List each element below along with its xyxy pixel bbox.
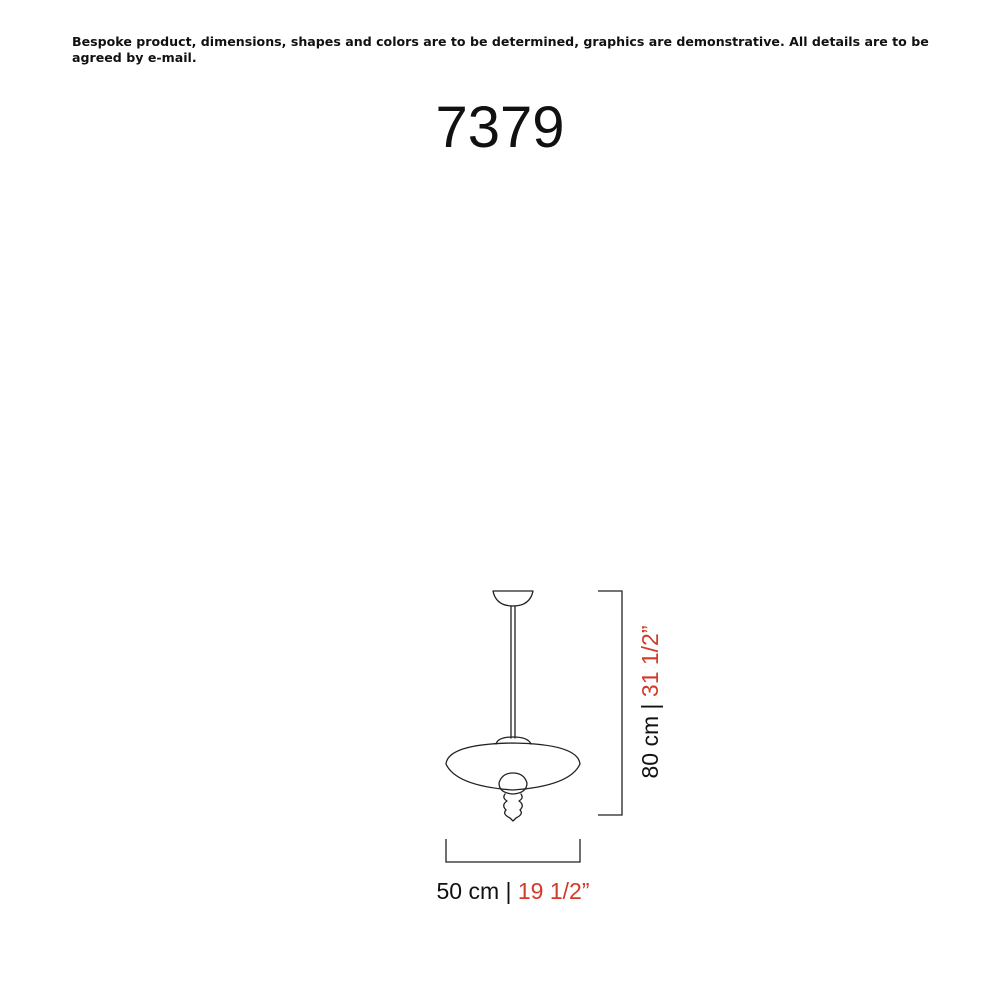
lamp-shade xyxy=(446,743,580,790)
width-dimension-label xyxy=(313,876,713,906)
width-dimension-line xyxy=(446,839,580,862)
width-separator: | xyxy=(499,878,518,904)
product-code: 7379 xyxy=(435,95,565,160)
height-metric: 80 cm xyxy=(637,715,663,779)
disclaimer-text: Bespoke product, dimensions, shapes and colors are to be determined, graphics are demonstrative. All details are to be agreed by e-mail. xyxy=(72,34,929,65)
bulb-ornament xyxy=(499,773,527,794)
height-imperial: 31 1/2” xyxy=(637,625,663,698)
width-metric: 50 cm xyxy=(436,878,500,904)
drop-ornament xyxy=(504,794,523,821)
height-dimension-line xyxy=(598,591,622,815)
width-imperial: 19 1/2” xyxy=(517,878,590,904)
ceiling-canopy xyxy=(493,591,533,606)
height-separator: | xyxy=(637,697,663,716)
